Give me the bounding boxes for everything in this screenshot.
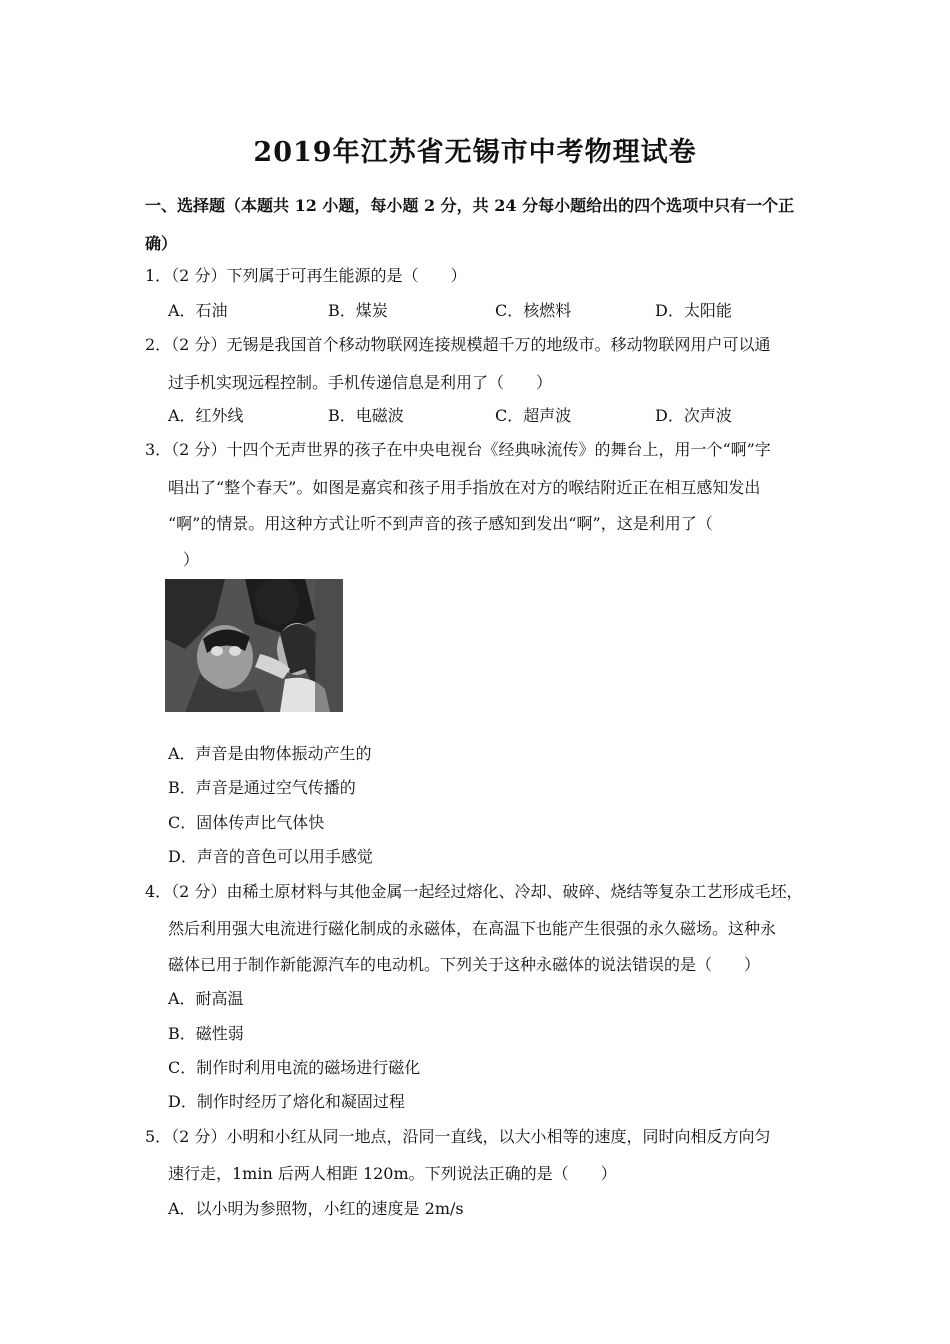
question-2-stem-line1: 2．（2 分）无锡是我国首个移动物联网连接规模超千万的地级市。移动物联网用户可以通 xyxy=(145,335,771,354)
question-4-stem-line3: 磁体已用于制作新能源汽车的电动机。下列关于这种永磁体的说法错误的是（ ） xyxy=(168,955,761,974)
q4-option-c[interactable]: C．制作时利用电流的磁场进行磁化 xyxy=(168,1058,421,1077)
section-heading-line2: 确） xyxy=(145,234,178,253)
q3-option-b[interactable]: B．声音是通过空气传播的 xyxy=(168,778,356,797)
page-title: 2019年江苏省无锡市中考物理试卷 xyxy=(253,137,697,168)
q1-option-d[interactable]: D．太阳能 xyxy=(655,301,732,320)
question-3-stem-line3: “啊”的情景。用这种方式让听不到声音的孩子感知到发出“啊”，这是利用了（ xyxy=(168,514,713,533)
q2-option-d[interactable]: D．次声波 xyxy=(655,406,732,425)
question-2-stem-line2: 过手机实现远程控制。手机传递信息是利用了（ ） xyxy=(168,373,553,392)
q1-option-a[interactable]: A．石油 xyxy=(168,301,228,320)
q4-option-b[interactable]: B．磁性弱 xyxy=(168,1024,244,1043)
q3-option-d[interactable]: D．声音的音色可以用手感觉 xyxy=(168,847,373,866)
q3-option-c[interactable]: C．固体传声比气体快 xyxy=(168,813,325,832)
question-5-stem-line1: 5．（2 分）小明和小红从同一地点，沿同一直线，以大小相等的速度，同时向相反方向匀 xyxy=(145,1127,771,1146)
q1-option-b[interactable]: B．煤炭 xyxy=(328,301,388,320)
q2-option-a[interactable]: A．红外线 xyxy=(168,406,244,425)
question-4-stem-line2: 然后利用强大电流进行磁化制成的永磁体，在高温下也能产生很强的永久磁场。这种永 xyxy=(168,919,777,938)
question-5-stem-line2: 速行走，1min 后两人相距 120m。下列说法正确的是（ ） xyxy=(168,1164,617,1183)
q2-option-b[interactable]: B．电磁波 xyxy=(328,406,404,425)
question-3-photo xyxy=(165,579,343,712)
q2-option-c[interactable]: C．超声波 xyxy=(495,406,572,425)
section-heading-line1: 一、选择题（本题共 12 小题，每小题 2 分，共 24 分每小题给出的四个选项中只有一个正 xyxy=(145,196,795,215)
q3-option-a[interactable]: A．声音是由物体振动产生的 xyxy=(168,744,372,763)
question-2-options xyxy=(168,403,828,427)
q1-option-c[interactable]: C．核燃料 xyxy=(495,301,572,320)
question-3-stem-line4: ） xyxy=(183,550,200,569)
question-1-stem: 1．（2 分）下列属于可再生能源的是（ ） xyxy=(145,266,467,285)
question-4-stem-line1: 4．（2 分）由稀土原材料与其他金属一起经过熔化、冷却、破碎、烧结等复杂工艺形成毛坯， xyxy=(145,882,803,901)
question-1-options xyxy=(168,298,828,322)
q5-option-a[interactable]: A．以小明为参照物，小红的速度是 2m/s xyxy=(168,1199,464,1218)
question-3-stem-line1: 3．（2 分）十四个无声世界的孩子在中央电视台《经典咏流传》的舞台上，用一个“啊”字 xyxy=(145,440,771,459)
q4-option-a[interactable]: A．耐高温 xyxy=(168,989,244,1008)
photo-figure xyxy=(165,579,343,712)
question-3-stem-line2: 唱出了“整个春天”。如图是嘉宾和孩子用手指放在对方的喉结附近正在相互感知发出 xyxy=(168,478,761,497)
q4-option-d[interactable]: D．制作时经历了熔化和凝固过程 xyxy=(168,1092,405,1111)
